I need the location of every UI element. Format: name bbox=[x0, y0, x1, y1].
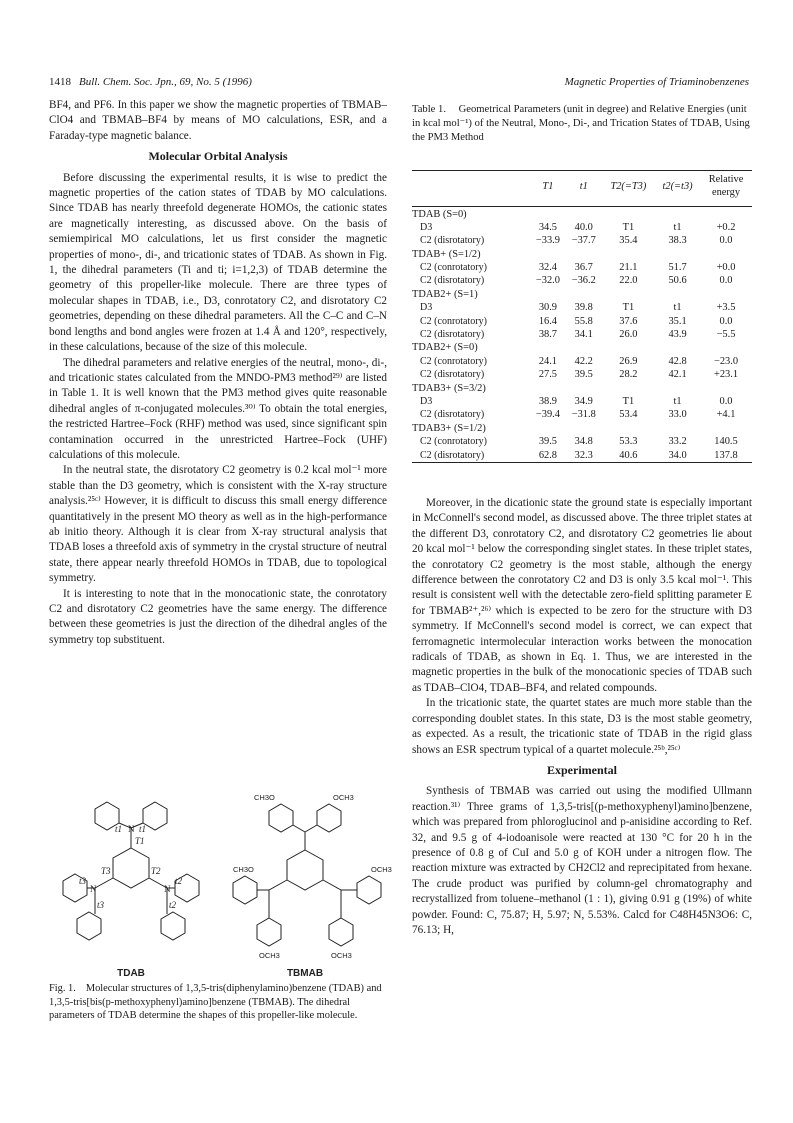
table-row-label: C2 (disrotatory) bbox=[412, 448, 530, 462]
nitrogen-atom-label: N bbox=[128, 824, 135, 834]
table-cell: 32.4 bbox=[538, 262, 557, 274]
table-cell: 0.0 bbox=[719, 315, 733, 327]
dihedral-label: t1 bbox=[139, 824, 147, 834]
table-row bbox=[412, 234, 752, 247]
table-cell: 38.9 bbox=[538, 395, 557, 407]
table-cell: 0.0 bbox=[719, 235, 733, 247]
table-cell: 34.0 bbox=[655, 448, 700, 462]
tdab-structure bbox=[63, 802, 199, 940]
table-cell: −33.9 bbox=[535, 235, 560, 247]
table-cell: −23.0 bbox=[713, 355, 739, 367]
table-cell: 27.5 bbox=[538, 369, 557, 381]
dihedral-label: t2 bbox=[175, 876, 183, 886]
table-cell: 34.1 bbox=[574, 329, 593, 341]
table-header-cell: Relative energy bbox=[700, 171, 752, 202]
table-group-label: TDAB3+ (S=1/2) bbox=[412, 422, 486, 434]
table-cell: 28.2 bbox=[619, 369, 638, 381]
running-title: Magnetic Properties of Triaminobenzenes bbox=[564, 76, 749, 88]
table-cell: +0.0 bbox=[716, 262, 736, 274]
dihedral-label: t2 bbox=[169, 900, 177, 910]
table-cell: 30.9 bbox=[538, 302, 557, 314]
tdab-label: TDAB bbox=[117, 968, 145, 979]
table-cell: +3.5 bbox=[716, 302, 736, 314]
dihedral-label: T1 bbox=[135, 836, 145, 846]
table-cell: 26.9 bbox=[619, 355, 638, 367]
table-cell: 62.8 bbox=[530, 448, 566, 462]
table-group-row bbox=[412, 422, 752, 435]
table-row bbox=[412, 261, 752, 274]
table-caption-label: Table 1. bbox=[412, 104, 446, 115]
table-group-row bbox=[412, 248, 752, 261]
table-cell: 39.5 bbox=[574, 369, 593, 381]
table-header-cell: t1 bbox=[566, 171, 602, 202]
table-row-label: C2 (disrotatory) bbox=[420, 329, 485, 341]
table-row bbox=[412, 274, 752, 287]
table-group-row bbox=[412, 207, 752, 221]
table-row bbox=[412, 355, 752, 368]
table-row bbox=[412, 221, 752, 234]
table-cell: T1 bbox=[622, 302, 635, 314]
table-cell: 53.3 bbox=[619, 436, 638, 448]
table-header-cell: T1 bbox=[530, 171, 566, 202]
table-cell: 35.4 bbox=[619, 235, 638, 247]
table-cell: T1 bbox=[622, 395, 635, 407]
table-cell: −31.8 bbox=[571, 409, 596, 421]
tbmab-label: TBMAB bbox=[286, 968, 324, 979]
body-paragraph: In the neutral state, the disrotatory C2 geometry is 0.2 kcal mol⁻¹ more stable than the D3 geometry, which is consistent with the X-ray structure analysis.²⁵ᶜ⁾ However, it is difficult to discuss this small energy difference quantitatively in the present MO theory as well as in the high-performance ab initio theory. Although it is clear from X-ray structural analysis that TDAB loses a threefold axis of symmetry in the crystal structure of neutral state, there appear nearly threefold HOMOs in TDAB, due to topological symmetry. bbox=[49, 464, 387, 585]
table-cell: −37.7 bbox=[571, 235, 596, 247]
table-1 bbox=[412, 170, 752, 463]
table-group-row bbox=[412, 381, 752, 394]
body-paragraph: The dihedral parameters and relative energies of the neutral, mono-, di-, and tricationic states calculated from the MNDO-PM3 method²⁹⁾ are listed in Table 1. It is well known that the PM3 method gives quite reasonable dihedral angles of π-conjugated molecules.³⁰⁾ To obtain the total energies, the restricted Hartree–Fock (RHF) method was used, since significant spin contamination occurred in the unrestricted Hartree–Fock (UHF) calculations of this molecule. bbox=[49, 356, 387, 461]
table-cell: 24.1 bbox=[538, 355, 557, 367]
table-header-cell: t2(=t3) bbox=[655, 171, 700, 202]
section-heading-mo: Molecular Orbital Analysis bbox=[148, 149, 288, 164]
methoxy-label: CH3O bbox=[254, 793, 275, 802]
table-cell: 40.0 bbox=[574, 221, 593, 233]
table-group-label: TDAB3+ (S=3/2) bbox=[412, 382, 486, 394]
table-group-row bbox=[412, 288, 752, 301]
dihedral-label: t3 bbox=[97, 900, 105, 910]
methoxy-label: OCH3 bbox=[259, 951, 280, 960]
methoxy-label: OCH3 bbox=[331, 951, 352, 960]
table-cell: 140.5 bbox=[714, 436, 738, 448]
body-paragraph: Before discussing the experimental results, it is wise to predict the magnetic properties of the cation states of TDAB by MO calculations. Since TDAB has nearly threefold degenerate HOMOs, the cationic states are magnetically interesting, as discussed above. On the basis of semiempirical MO calculations, let us first consider the magnetic properties of mono-, di-, and tricationic states of TDAB. As shown in Fig. 1, the dihedral parameters (Ti and ti; i=1,2,3) of TDAB determine the geometry of this propeller-like molecule. There are three types of molecular shapes in TDAB, i.e., D3, conrotatory C2, and disrotatory C2 geometries, depending on these dihedral parameters. All the C–C and C–N bond lengths and bond angles were frozen at 1.4 Å and 120°, respectively, in these calculations, because of the size of this molecule. bbox=[49, 171, 387, 354]
table-row bbox=[412, 448, 752, 462]
table-cell: 43.9 bbox=[668, 329, 687, 341]
table-caption bbox=[412, 103, 752, 145]
table-group-label: TDAB (S=0) bbox=[412, 208, 467, 220]
table-group-label: TDAB2+ (S=1) bbox=[412, 288, 478, 300]
figure-caption-label: Fig. 1. bbox=[49, 983, 76, 994]
table-cell: 0.0 bbox=[719, 275, 733, 287]
table-row-label: C2 (conrotatory) bbox=[420, 436, 487, 448]
intro-paragraph: BF4, and PF6. In this paper we show the magnetic properties of TBMAB–ClO4 and TBMAB–BF4 by means of MO calculations, ESR, and a Faraday-type magnetic balance. bbox=[49, 99, 387, 142]
table-cell: 37.6 bbox=[619, 315, 638, 327]
running-header bbox=[49, 76, 749, 92]
table-cell: 38.3 bbox=[668, 235, 687, 247]
table-cell: 32.3 bbox=[566, 448, 602, 462]
table-cell: 137.8 bbox=[700, 448, 752, 462]
table-cell: 21.1 bbox=[619, 262, 638, 274]
table-row bbox=[412, 301, 752, 314]
table-group-label: TDAB2+ (S=0) bbox=[412, 342, 478, 354]
table-cell: −32.0 bbox=[535, 275, 560, 287]
dihedral-label: T3 bbox=[101, 866, 111, 876]
table-cell: 42.1 bbox=[668, 369, 687, 381]
table-cell: 22.0 bbox=[619, 275, 638, 287]
table-cell: 42.2 bbox=[574, 355, 593, 367]
table-cell: 34.8 bbox=[574, 436, 593, 448]
table-group-label: TDAB+ (S=1/2) bbox=[412, 248, 481, 260]
dihedral-label: t3 bbox=[79, 876, 87, 886]
table-row bbox=[412, 315, 752, 328]
table-cell: 34.9 bbox=[574, 395, 593, 407]
methoxy-label: CH3O bbox=[233, 865, 254, 874]
table-row-label: C2 (disrotatory) bbox=[420, 409, 485, 421]
nitrogen-atom-label: N bbox=[90, 884, 97, 894]
table-row bbox=[412, 435, 752, 448]
table-cell: −39.4 bbox=[535, 409, 560, 421]
body-paragraph: It is interesting to note that in the monocationic state, the conrotatory C2 and disrotatory C2 geometries have the same energy. The difference between these geometries is just the direction of the dihedral angles of the symmetry top substituent. bbox=[49, 587, 387, 646]
table-cell: 55.8 bbox=[574, 315, 593, 327]
table-cell: 33.0 bbox=[668, 409, 687, 421]
tbmab-structure bbox=[233, 804, 381, 946]
body-paragraph: Synthesis of TBMAB was carried out using the modified Ullmann reaction.³¹⁾ Three grams of 1,3,5-tris[(p-methoxyphenyl)amino]benzene, which was prepared from phloroglucinol and p-anisidine according to Ref. 32, and 9.5 g of 4-iodoanisole were reacted at 130 °C for 20 h in the presence of 0.8 g of CuI and 5.0 g of KOH under a nitrogen flow. The reaction mixture was extracted by CH2Cl2 and reprecipitated from hexane. The crude product was purified by column-gel chromatography and recrystallized from toluene–methanol (1 : 1), giving 0.91 g (19%) of white powder. Found: C, 75.87; H, 5.97; N, 5.53%. Calcd for C48H45N3O6: C, 76.13; H, bbox=[412, 785, 752, 936]
table-cell: 38.7 bbox=[538, 329, 557, 341]
table-cell: −36.2 bbox=[571, 275, 596, 287]
table-row-label: C2 (disrotatory) bbox=[420, 275, 485, 287]
table-cell: t1 bbox=[673, 302, 682, 314]
table-cell: +4.1 bbox=[716, 409, 736, 421]
table-row-label: D3 bbox=[420, 395, 433, 407]
dihedral-label: T2 bbox=[151, 866, 161, 876]
table-row-label: C2 (conrotatory) bbox=[420, 262, 487, 274]
table-cell: 16.4 bbox=[538, 315, 557, 327]
table-cell: +0.2 bbox=[716, 221, 736, 233]
methoxy-label: OCH3 bbox=[371, 865, 392, 874]
table-body bbox=[412, 207, 752, 462]
table-cell: 36.7 bbox=[574, 262, 593, 274]
section-heading-experimental: Experimental bbox=[547, 762, 617, 777]
table-cell: T1 bbox=[622, 221, 635, 233]
header-left bbox=[49, 76, 252, 88]
table-cell: 53.4 bbox=[619, 409, 638, 421]
table-row bbox=[412, 328, 752, 341]
nitrogen-atom-label: N bbox=[164, 884, 171, 894]
table-header-cell bbox=[412, 171, 530, 202]
figure-caption-text: Molecular structures of 1,3,5-tris(diphenylamino)benzene (TDAB) and 1,3,5-tris[bis(p-methoxyphenyl)amino]benzene (TBMAB). The dihedral parameters of TDAB determine the shapes of this propeller-like molecule. bbox=[49, 983, 382, 1022]
right-column bbox=[412, 496, 752, 938]
table-cell: 0.0 bbox=[719, 395, 733, 407]
table-cell: 34.5 bbox=[538, 221, 557, 233]
page-number: 1418 bbox=[49, 76, 71, 88]
figure-caption bbox=[49, 982, 387, 1023]
body-paragraph: In the tricationic state, the quartet states are much more stable than the corresponding doublet states. In this state, D3 is the most stable geometry, as expected. As a result, the tricationic state of TDAB in the rigid glass shows an ESR spectrum typical of a quartet molecule.²⁵ᵇ,²⁵ᶜ⁾ bbox=[412, 697, 752, 756]
table-row bbox=[412, 395, 752, 408]
table-cell: 42.8 bbox=[668, 355, 687, 367]
table-cell: +23.1 bbox=[713, 369, 739, 381]
journal-citation: Bull. Chem. Soc. Jpn., 69, No. 5 (1996) bbox=[79, 76, 252, 88]
table-cell: 50.6 bbox=[668, 275, 687, 287]
table-caption-text: Geometrical Parameters (unit in degree) and Relative Energies (unit in kcal mol⁻¹) of the Neutral, Mono-, Di-, and Trication States of TDAB, Using the PM3 Method bbox=[412, 104, 750, 143]
table-row-label: D3 bbox=[420, 302, 433, 314]
left-column bbox=[49, 98, 387, 648]
table-cell: −5.5 bbox=[716, 329, 736, 341]
dihedral-label: t1 bbox=[115, 824, 123, 834]
methoxy-label: OCH3 bbox=[333, 793, 354, 802]
table-cell: 39.5 bbox=[538, 436, 557, 448]
table-row-label: C2 (disrotatory) bbox=[420, 235, 485, 247]
table-cell: 39.8 bbox=[574, 302, 593, 314]
body-paragraph: Moreover, in the dicationic state the ground state is especially important in McConnell's second model, as discussed above. The three triplet states at the different D3, conrotatory C2, and disrotatory C2 geometries lie about 20 kcal mol⁻¹ below the corresponding singlet states. In these triplet states, the conrotatory C2 geometry is the most stable, although the energy difference between the conrotatory C2 and D3 is only 3.5 kcal mol⁻¹. This result is consistent well with the detectable zero-field splitting parameter E for TBMAB²⁺,²⁶⁾ which is expected to be zero for the structure with D3 symmetry. If McConnell's second model is correct, we can expect that ferromagnetic intermolecular interaction works between the monocation radicals of TDAB, as shown in Eq. 1. Thus, we are interested in the magnetic properties in the bulk of the monocationic species of TDAB such as TDAB–ClO4, TDAB–BF4, and related compounds. bbox=[412, 497, 752, 694]
table-row bbox=[412, 408, 752, 421]
table-cell: 26.0 bbox=[619, 329, 638, 341]
table-row-label: D3 bbox=[420, 221, 433, 233]
table-cell: 40.6 bbox=[602, 448, 655, 462]
table-cell: 35.1 bbox=[668, 315, 687, 327]
table-cell: 51.7 bbox=[668, 262, 687, 274]
table-row-label: C2 (conrotatory) bbox=[420, 315, 487, 327]
table-group-row bbox=[412, 341, 752, 354]
table-row-label: C2 (conrotatory) bbox=[420, 355, 487, 367]
table-cell: 33.2 bbox=[668, 436, 687, 448]
table-row-label: C2 (disrotatory) bbox=[420, 369, 485, 381]
table-cell: t1 bbox=[673, 395, 682, 407]
table-row bbox=[412, 368, 752, 381]
table-cell: t1 bbox=[673, 221, 682, 233]
molecular-structures-drawing bbox=[49, 780, 392, 980]
table-header-cell: T2(=T3) bbox=[602, 171, 655, 202]
